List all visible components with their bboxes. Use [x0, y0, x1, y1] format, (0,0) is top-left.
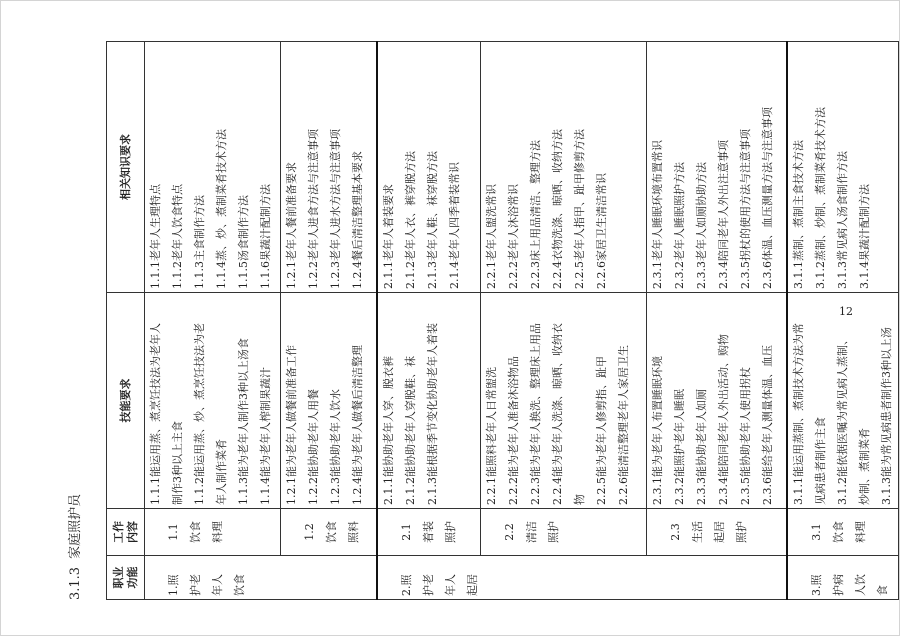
- work-content-cell: 1.2 饮食 照料: [281, 509, 377, 556]
- skill-line: 1.2.4能为老年人做餐后清洁整理: [351, 345, 364, 505]
- function-cell: 2.照 护老 年人 起居: [377, 556, 787, 600]
- skill-line: 1.1.1能运用蒸、煮烹饪技法为老年人: [149, 323, 162, 505]
- knowledge-line: 1.2.1老年人餐前准备要求: [285, 162, 298, 289]
- knowledge-line: 3.1.1蒸制、煮制主食技术方法: [791, 140, 805, 289]
- knowledge-line: 1.1.6果蔬汁配制方法: [259, 184, 272, 289]
- knowledge-cell: [145, 42, 281, 293]
- knowledge-line: 1.1.3主食制作方法: [193, 195, 206, 289]
- skill-line: 2.3.6能给老年人测量体温、血压: [761, 345, 774, 505]
- knowledge-line: 2.1.4老年人四季着装常识: [447, 162, 461, 289]
- table-row: [647, 42, 787, 600]
- knowledge-line: 2.1.3老年人鞋、袜穿脱方法: [425, 151, 439, 289]
- knowledge-cell: [481, 42, 647, 293]
- knowledge-line: 1.1.1老年人生理特点: [149, 184, 162, 289]
- skill-line: 物: [573, 494, 586, 505]
- knowledge-line: 2.3.1老年人睡眠环境布置常识: [651, 140, 664, 289]
- work-content-cell: 2.1 着装 照护: [377, 509, 481, 556]
- knowledge-cell: [377, 42, 481, 293]
- table-row: [481, 42, 647, 600]
- skill-line: 1.1.3能为老年人制作3种以上汤食: [237, 338, 250, 505]
- skill-line: 2.3.4能陪同老年人外出活动、购物: [717, 334, 730, 505]
- skill-line: 3.1.3能为常见病患者制作3种以上汤: [879, 327, 893, 505]
- skill-line: 制作3种以上主食: [171, 421, 184, 505]
- skill-line: 2.3.1能为老年人布置睡眠环境: [651, 356, 664, 505]
- knowledge-line: 3.1.2蒸制、炒制、煮制菜肴技术方法: [813, 107, 827, 289]
- skill-line: 2.1.3能根据季节变化协助老年人着装: [425, 323, 439, 505]
- knowledge-cell: [281, 42, 377, 293]
- skill-cell: [481, 293, 647, 509]
- requirements-table: [106, 41, 899, 600]
- skill-line: 3.1.1能运用蒸制、煮制技术方法为常: [791, 323, 805, 505]
- header-function: 职业 功能: [107, 556, 145, 600]
- skill-line: 2.1.1能协助老年人穿、脱衣裤: [381, 356, 395, 505]
- section-number: 3.1.3: [68, 566, 83, 600]
- knowledge-line: 2.3.3老年人如厕协助方法: [695, 162, 708, 289]
- skill-line: 2.2.1能照料老年人日常盥洗: [485, 367, 498, 505]
- work-content-cell: 1.1 饮食 料理: [145, 509, 281, 556]
- skill-line: 1.2.2能协助老年人用餐: [307, 389, 320, 505]
- knowledge-cell: [647, 42, 787, 293]
- page-number: 12: [839, 305, 853, 318]
- knowledge-line: 1.1.5汤食制作方法: [237, 195, 250, 289]
- table-body: [145, 42, 899, 600]
- skill-line: 2.2.4能为老年人洗涤、晾晒、收纳衣: [551, 323, 564, 505]
- knowledge-line: 2.2.3床上用品清洁、整理方法: [529, 140, 542, 289]
- knowledge-line: 2.2.5老年人指甲、趾甲修剪方法: [573, 129, 586, 289]
- skill-line: 2.1.2能协助老年人穿脱鞋、袜: [403, 356, 417, 505]
- knowledge-line: 3.1.3常见病人汤食制作方法: [835, 151, 849, 289]
- skill-line: 2.3.5能协助老年人使用拐杖: [739, 367, 752, 505]
- knowledge-line: 2.2.1老年人盥洗常识: [485, 184, 498, 289]
- knowledge-line: 2.3.2老年人睡眠照护方法: [673, 162, 686, 289]
- knowledge-line: 2.1.2老年人衣、裤穿脱方法: [403, 151, 417, 289]
- work-content-cell: 3.1 饮食 料理: [787, 509, 899, 556]
- skill-cell: [377, 293, 481, 509]
- section-title: 家庭照护员: [68, 493, 83, 559]
- header-work-content: 工作 内容: [107, 509, 145, 556]
- skill-cell: [787, 293, 899, 509]
- skill-line: 1.2.3能协助老年人饮水: [329, 389, 342, 505]
- knowledge-line: 2.3.4陪同老年人外出注意事项: [717, 140, 730, 289]
- knowledge-line: 1.2.4餐后清洁整理基本要求: [351, 151, 364, 289]
- skill-line: 2.3.3能协助老年人如厕: [695, 389, 708, 505]
- skill-line: 2.2.2能为老年人准备沐浴物品: [507, 356, 520, 505]
- table-header-row: [107, 42, 145, 600]
- skill-line: 3.1.2能依据医嘱为常见病人蒸制、: [835, 334, 849, 505]
- skill-line: 2.2.5能为老年人修剪指、趾甲: [595, 356, 608, 505]
- table-row: [281, 42, 377, 600]
- knowledge-line: 1.2.3老年人进水方法与注意事项: [329, 129, 342, 289]
- function-cell: 1.照 护老 年人 饮食: [145, 556, 377, 600]
- skill-line: 1.2.1能为老年人做餐前准备工作: [285, 345, 298, 505]
- skill-line: 2.3.2能照护老年人睡眠: [673, 389, 686, 505]
- skill-cell: [145, 293, 281, 509]
- table-row: [787, 42, 899, 600]
- knowledge-line: 3.1.4果蔬汁配制方法: [857, 184, 871, 289]
- skill-cell: [647, 293, 787, 509]
- knowledge-line: 1.1.4蒸、炒、煮制菜肴技术方法: [215, 129, 228, 289]
- skill-line: 1.1.4能为老年人榨制果蔬汁: [259, 367, 272, 505]
- knowledge-line: 2.3.5拐杖的使用方法与注意事项: [739, 129, 752, 289]
- work-content-cell: 2.3 生活 起居 照护: [647, 509, 787, 556]
- work-content-cell: 2.2 清洁 照护: [481, 509, 647, 556]
- table-row: [145, 42, 281, 600]
- knowledge-line: 2.1.1老年人着装要求: [381, 184, 395, 289]
- skill-line: 年人制作菜肴: [215, 439, 228, 505]
- knowledge-line: 2.3.6体温、血压测量方法与注意事项: [761, 107, 774, 289]
- skill-line: 炒制、煮制菜肴: [857, 428, 871, 505]
- knowledge-line: 1.2.2老年人进食方法与注意事项: [307, 129, 320, 289]
- knowledge-line: 2.2.2老年人沐浴常识: [507, 184, 520, 289]
- skill-line: 1.1.2能运用蒸、炒、煮烹饪技法为老: [193, 323, 206, 505]
- knowledge-line: 2.2.4衣物洗涤、晾晒、收纳方法: [551, 129, 564, 289]
- skill-line: 2.2.3能为老年人换洗、整理床上用品: [529, 323, 542, 505]
- header-skill-requirements: 技能要求: [107, 293, 145, 509]
- table-row: [377, 42, 481, 600]
- skill-line: 2.2.6能清洁整理老年人家居卫生: [617, 345, 630, 505]
- function-cell: 3.照 护病 人饮 食: [787, 556, 899, 600]
- section-heading: [64, 494, 83, 600]
- knowledge-cell: [787, 42, 899, 293]
- skill-cell: [281, 293, 377, 509]
- header-knowledge-requirements: 相关知识要求: [107, 42, 145, 293]
- knowledge-line: 2.2.6家居卫生清洁常识: [595, 173, 608, 289]
- skill-line: 见病患者制作主食: [813, 417, 827, 505]
- knowledge-line: 1.1.2老年人饮食特点: [171, 184, 184, 289]
